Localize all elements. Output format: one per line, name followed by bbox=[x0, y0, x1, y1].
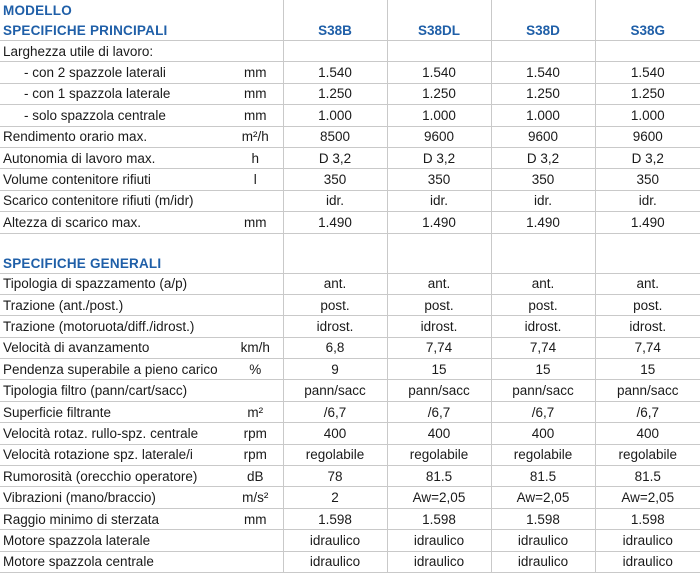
spec-value: 1.000 bbox=[387, 105, 491, 126]
spec-row bbox=[0, 212, 700, 233]
spec-value: idraulico bbox=[387, 530, 491, 551]
spec-value: 1.598 bbox=[595, 508, 700, 529]
header-row-1 bbox=[0, 0, 700, 20]
spec-value: 1.250 bbox=[491, 83, 595, 104]
spec-value: Aw=2,05 bbox=[595, 487, 700, 508]
spec-label: Pendenza superabile a pieno carico bbox=[0, 359, 228, 380]
spec-unit: m² bbox=[228, 401, 283, 422]
spec-unit: mm bbox=[228, 62, 283, 83]
spec-value: /6,7 bbox=[491, 401, 595, 422]
spec-value: ant. bbox=[283, 273, 387, 294]
spec-row bbox=[0, 190, 700, 211]
spec-value: 15 bbox=[387, 359, 491, 380]
spec-value: regolabile bbox=[283, 444, 387, 465]
spec-value: idr. bbox=[491, 190, 595, 211]
spec-unit bbox=[228, 41, 283, 62]
spec-row bbox=[0, 487, 700, 508]
spec-value: 1.250 bbox=[595, 83, 700, 104]
general-specs-heading: SPECIFICHE GENERALI bbox=[0, 254, 228, 274]
spec-unit: m/s² bbox=[228, 487, 283, 508]
spec-value: Aw=2,05 bbox=[491, 487, 595, 508]
spec-row bbox=[0, 147, 700, 168]
spec-value: 1.250 bbox=[283, 83, 387, 104]
spec-value: idr. bbox=[595, 190, 700, 211]
spec-value: idraulico bbox=[283, 551, 387, 572]
spec-label: Rumorosità (orecchio operatore) bbox=[0, 466, 228, 487]
spec-label: Volume contenitore rifiuti bbox=[0, 169, 228, 190]
spec-label: Raggio minimo di sterzata bbox=[0, 508, 228, 529]
spec-value: ant. bbox=[387, 273, 491, 294]
spec-value bbox=[491, 41, 595, 62]
spec-value: regolabile bbox=[491, 444, 595, 465]
spec-value: 1.540 bbox=[283, 62, 387, 83]
spec-value: post. bbox=[283, 294, 387, 315]
spec-value: 1.598 bbox=[283, 508, 387, 529]
spec-unit bbox=[228, 316, 283, 337]
spec-label: Autonomia di lavoro max. bbox=[0, 147, 228, 168]
spec-unit: mm bbox=[228, 105, 283, 126]
spec-value: regolabile bbox=[387, 444, 491, 465]
spec-label: Superficie filtrante bbox=[0, 401, 228, 422]
spec-row bbox=[0, 41, 700, 62]
spec-unit: km/h bbox=[228, 337, 283, 358]
spec-value: 9600 bbox=[491, 126, 595, 147]
spec-value: idraulico bbox=[491, 530, 595, 551]
spec-value: 350 bbox=[387, 169, 491, 190]
spec-row bbox=[0, 551, 700, 572]
spec-label: Motore spazzola laterale bbox=[0, 530, 228, 551]
spec-value: 1.540 bbox=[491, 62, 595, 83]
spec-value: 350 bbox=[595, 169, 700, 190]
spec-value: /6,7 bbox=[595, 401, 700, 422]
spec-value: idraulico bbox=[387, 551, 491, 572]
spec-value: 9600 bbox=[387, 126, 491, 147]
spec-value: D 3,2 bbox=[595, 147, 700, 168]
spec-value: D 3,2 bbox=[491, 147, 595, 168]
spec-value: idraulico bbox=[491, 551, 595, 572]
spec-value bbox=[595, 41, 700, 62]
spec-row bbox=[0, 466, 700, 487]
spec-value: 350 bbox=[283, 169, 387, 190]
spec-value: 1.490 bbox=[387, 212, 491, 233]
spec-row bbox=[0, 423, 700, 444]
spec-value: 1.540 bbox=[387, 62, 491, 83]
spec-value: /6,7 bbox=[387, 401, 491, 422]
spec-row bbox=[0, 62, 700, 83]
spec-value: 9 bbox=[283, 359, 387, 380]
spec-value: 1.598 bbox=[491, 508, 595, 529]
spec-value: post. bbox=[595, 294, 700, 315]
spec-value: 6,8 bbox=[283, 337, 387, 358]
spec-value: 1.598 bbox=[387, 508, 491, 529]
spec-label: Velocità rotazione spz. laterale/i bbox=[0, 444, 228, 465]
spec-value: 7,74 bbox=[387, 337, 491, 358]
spec-value: 9600 bbox=[595, 126, 700, 147]
spec-row bbox=[0, 444, 700, 465]
model-s38g: S38G bbox=[595, 20, 700, 41]
spec-label: - solo spazzola centrale bbox=[0, 105, 228, 126]
spec-value: /6,7 bbox=[283, 401, 387, 422]
spec-value: idrost. bbox=[595, 316, 700, 337]
spec-value: pann/sacc bbox=[595, 380, 700, 401]
model-s38d: S38D bbox=[491, 20, 595, 41]
spec-value: 1.490 bbox=[283, 212, 387, 233]
spec-unit bbox=[228, 551, 283, 572]
spec-value: 7,74 bbox=[491, 337, 595, 358]
spec-value: 1.000 bbox=[283, 105, 387, 126]
spec-value: 350 bbox=[491, 169, 595, 190]
spec-value: 1.490 bbox=[595, 212, 700, 233]
spec-label: - con 2 spazzole laterali bbox=[0, 62, 228, 83]
spec-row bbox=[0, 337, 700, 358]
spec-unit: l bbox=[228, 169, 283, 190]
spec-row bbox=[0, 83, 700, 104]
spec-unit: rpm bbox=[228, 423, 283, 444]
spec-label: Scarico contenitore rifiuti (m/idr) bbox=[0, 190, 228, 211]
spec-row bbox=[0, 169, 700, 190]
spec-label: Vibrazioni (mano/braccio) bbox=[0, 487, 228, 508]
spec-unit: mm bbox=[228, 212, 283, 233]
spec-value: idr. bbox=[283, 190, 387, 211]
spec-row bbox=[0, 530, 700, 551]
spec-value: 78 bbox=[283, 466, 387, 487]
spec-value: pann/sacc bbox=[491, 380, 595, 401]
spec-row bbox=[0, 401, 700, 422]
spec-unit bbox=[228, 273, 283, 294]
spec-row bbox=[0, 105, 700, 126]
header-row-2 bbox=[0, 20, 700, 41]
main-specs-heading: SPECIFICHE PRINCIPALI bbox=[0, 20, 228, 41]
spec-value: 400 bbox=[595, 423, 700, 444]
spec-value: 400 bbox=[283, 423, 387, 444]
spec-row bbox=[0, 380, 700, 401]
spec-value: 1.490 bbox=[491, 212, 595, 233]
spec-value bbox=[283, 41, 387, 62]
spec-label: Rendimento orario max. bbox=[0, 126, 228, 147]
spec-value: post. bbox=[387, 294, 491, 315]
spec-row bbox=[0, 273, 700, 294]
spec-value: 2 bbox=[283, 487, 387, 508]
spec-label: Velocità rotaz. rullo-spz. centrale bbox=[0, 423, 228, 444]
spec-unit: m²/h bbox=[228, 126, 283, 147]
modello-heading: MODELLO bbox=[3, 2, 72, 18]
section-gap bbox=[0, 233, 700, 254]
model-s38dl: S38DL bbox=[387, 20, 491, 41]
spec-unit: h bbox=[228, 147, 283, 168]
spec-value: 8500 bbox=[283, 126, 387, 147]
spec-unit: dB bbox=[228, 466, 283, 487]
spec-value: 1.250 bbox=[387, 83, 491, 104]
spec-label: - con 1 spazzola laterale bbox=[0, 83, 228, 104]
spec-value: idrost. bbox=[283, 316, 387, 337]
spec-value: idraulico bbox=[283, 530, 387, 551]
spec-value: 81.5 bbox=[595, 466, 700, 487]
spec-value: post. bbox=[491, 294, 595, 315]
spec-label: Altezza di scarico max. bbox=[0, 212, 228, 233]
spec-value: idrost. bbox=[387, 316, 491, 337]
spec-value: pann/sacc bbox=[387, 380, 491, 401]
general-section-row bbox=[0, 254, 700, 274]
spec-unit bbox=[228, 190, 283, 211]
spec-unit: mm bbox=[228, 508, 283, 529]
spec-row bbox=[0, 508, 700, 529]
spec-value: 1.000 bbox=[595, 105, 700, 126]
spec-value: idraulico bbox=[595, 530, 700, 551]
spec-value: 1.000 bbox=[491, 105, 595, 126]
model-s38b: S38B bbox=[283, 20, 387, 41]
spec-row bbox=[0, 316, 700, 337]
spec-value: 1.540 bbox=[595, 62, 700, 83]
spec-value: D 3,2 bbox=[283, 147, 387, 168]
spec-unit: mm bbox=[228, 83, 283, 104]
spec-row bbox=[0, 359, 700, 380]
spec-label: Trazione (ant./post.) bbox=[0, 294, 228, 315]
spec-row bbox=[0, 294, 700, 315]
spec-value: Aw=2,05 bbox=[387, 487, 491, 508]
spec-value bbox=[387, 41, 491, 62]
spec-value: 400 bbox=[387, 423, 491, 444]
spec-value: ant. bbox=[595, 273, 700, 294]
spec-label: Larghezza utile di lavoro: bbox=[0, 41, 228, 62]
spec-value: 7,74 bbox=[595, 337, 700, 358]
spec-value: pann/sacc bbox=[283, 380, 387, 401]
spec-unit bbox=[228, 294, 283, 315]
spec-value: 400 bbox=[491, 423, 595, 444]
spec-label: Trazione (motoruota/diff./idrost.) bbox=[0, 316, 228, 337]
spec-value: D 3,2 bbox=[387, 147, 491, 168]
spec-label: Tipologia filtro (pann/cart/sacc) bbox=[0, 380, 228, 401]
spec-unit bbox=[228, 380, 283, 401]
spec-value: 15 bbox=[595, 359, 700, 380]
spec-unit: % bbox=[228, 359, 283, 380]
spec-unit bbox=[228, 530, 283, 551]
spec-label: Velocità di avanzamento bbox=[0, 337, 228, 358]
spec-value: 81.5 bbox=[387, 466, 491, 487]
spec-row bbox=[0, 126, 700, 147]
spec-value: idraulico bbox=[595, 551, 700, 572]
spec-value: idr. bbox=[387, 190, 491, 211]
spec-label: Motore spazzola centrale bbox=[0, 551, 228, 572]
spec-value: 15 bbox=[491, 359, 595, 380]
spec-value: idrost. bbox=[491, 316, 595, 337]
spec-label: Tipologia di spazzamento (a/p) bbox=[0, 273, 228, 294]
spec-value: regolabile bbox=[595, 444, 700, 465]
spec-unit: rpm bbox=[228, 444, 283, 465]
spec-value: ant. bbox=[491, 273, 595, 294]
spec-value: 81.5 bbox=[491, 466, 595, 487]
